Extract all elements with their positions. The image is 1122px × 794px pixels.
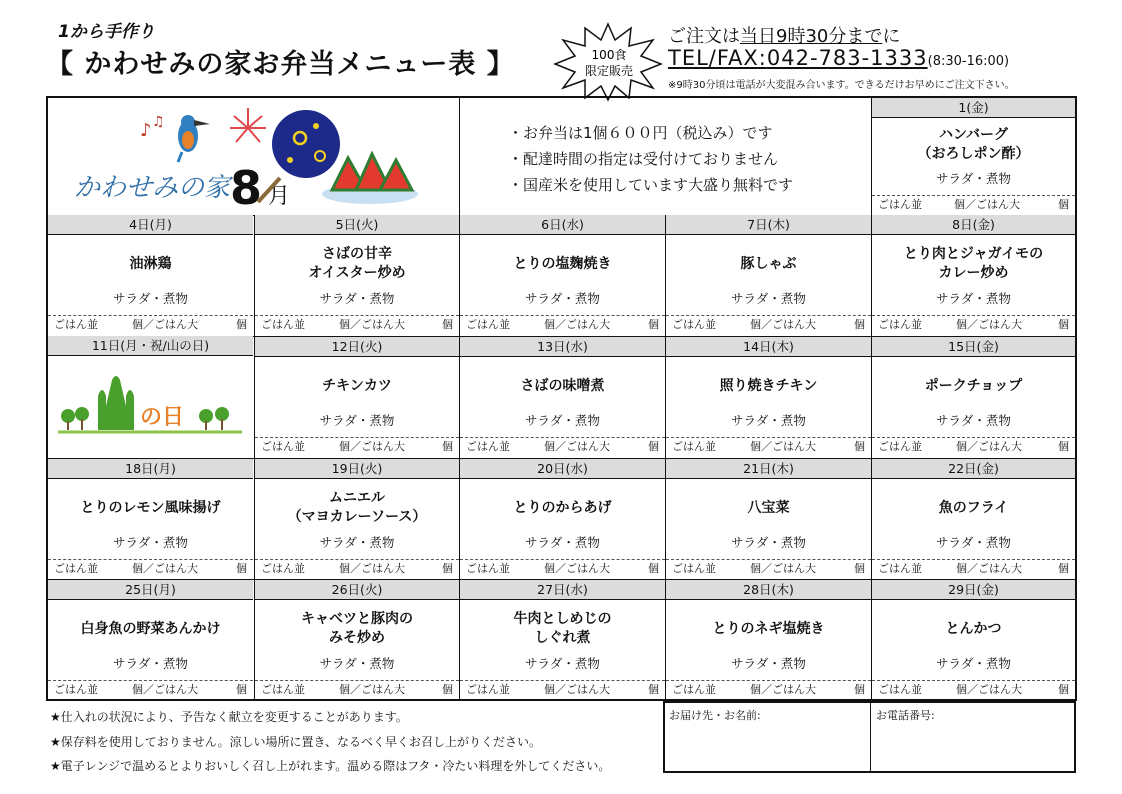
menu-cell [48, 459, 253, 580]
info-item: ・ 配達時間の指定は受付けておりません [508, 146, 793, 172]
menu-cell [872, 337, 1075, 458]
dish-line: ムニエル [329, 490, 385, 506]
info-list [508, 120, 793, 198]
date-header: 19日(火) [255, 459, 459, 479]
tel-number: 042-783-1333 [766, 46, 928, 70]
date-header: 12日(火) [255, 337, 459, 357]
side-dish: サラダ・煮物 [525, 291, 600, 306]
order-deadline: ご注文は当日9時30分までに [668, 26, 901, 47]
music-note-icon-2: ♫ [152, 114, 165, 130]
side-dish: サラダ・煮物 [936, 413, 1011, 428]
dish-name: 豚しゃぶ [740, 256, 797, 272]
info-item: ・ お弁当は1個６００円（税込み）です [508, 120, 793, 146]
menu-cell [666, 215, 871, 336]
order-line: ごはん並 個／ごはん大 個 [255, 437, 459, 456]
side-dish: サラダ・煮物 [319, 413, 395, 428]
dish-line: （おろしポン酢） [917, 146, 1030, 162]
dish-line: ハンバーグ [938, 127, 1009, 143]
order-line: ごはん並 個／ごはん大 個 [666, 559, 871, 578]
menu-cell [460, 337, 665, 458]
side-dish: サラダ・煮物 [319, 535, 395, 550]
order-line: ごはん並 個／ごはん大 個 [666, 437, 871, 456]
side-dish: サラダ・煮物 [113, 535, 188, 550]
dish-line: さばの甘辛 [322, 246, 392, 262]
side-dish: サラダ・煮物 [731, 413, 806, 428]
dish-name: ポークチョップ [924, 378, 1023, 394]
date-header: 4日(月) [48, 215, 253, 235]
order-line: ごはん並 個／ごはん大 個 [872, 559, 1075, 578]
tree-icon [61, 409, 75, 430]
footer-note: ★電子レンジで温めるとよりおいしく召し上がれます。温める際はフタ・冷たい料理を外してください。 [50, 759, 611, 773]
date-header: 25日(月) [48, 580, 253, 600]
date-header: 5日(火) [255, 215, 459, 235]
date-header: 22日(金) [872, 459, 1075, 479]
burst-line2: 限定販売 [584, 64, 634, 78]
kingfisher-icon [178, 115, 210, 162]
menu-cell [666, 459, 871, 580]
menu-cell [48, 215, 253, 336]
date-header: 26日(火) [255, 580, 459, 600]
menu-cell [872, 459, 1075, 580]
date-header: 15日(金) [872, 337, 1075, 357]
side-dish: サラダ・煮物 [731, 535, 806, 550]
dish-line: カレー炒め [938, 265, 1009, 281]
dish-line: オイスター炒め [308, 265, 406, 281]
dish-line: （マヨカレーソース） [287, 509, 427, 525]
side-dish: サラダ・煮物 [319, 656, 395, 671]
dish-name: 照り焼きチキン [719, 378, 818, 394]
menu-cell-1 [872, 98, 1075, 215]
mountain-kanji-icon [98, 376, 134, 430]
limited-sale-burst [553, 22, 663, 102]
side-dish: サラダ・煮物 [525, 535, 600, 550]
footer-note: ★仕入れの状況により、予告なく献立を変更することがあります。 [50, 710, 408, 724]
date-header: 20日(水) [460, 459, 665, 479]
order-line: ごはん並 個／ごはん大 個 [460, 680, 665, 699]
side-dish: サラダ・煮物 [731, 291, 806, 306]
side-dish: サラダ・煮物 [113, 656, 188, 671]
dish-line: みそ炒め [329, 630, 385, 646]
page-title: 【 かわせみの家お弁当メニュー表 】 [46, 49, 515, 80]
dish-name: とりのからあげ [513, 500, 612, 516]
order-line: ごはん並 個／ごはん大 個 [666, 680, 871, 699]
menu-cell [255, 215, 459, 336]
side-dish: サラダ・煮物 [525, 413, 600, 428]
side-dish: サラダ・煮物 [319, 291, 395, 306]
watermelon-icon [322, 154, 418, 204]
holiday-cell [48, 336, 253, 457]
phone-number-field[interactable]: お電話番号: [876, 709, 935, 722]
footer-note: ★保存料を使用しておりません。涼しい場所に置き、なるべく早くお召し上がりください。 [50, 735, 542, 749]
menu-grid [46, 96, 1077, 701]
dish-name: 油淋鶏 [129, 256, 172, 272]
date-header: 27日(水) [460, 580, 665, 600]
date-header: 6日(水) [460, 215, 665, 235]
mountain-day-illustration [56, 366, 246, 446]
side-dish: サラダ・煮物 [936, 171, 1011, 186]
order-line: ごはん並 個／ごはん大 個 [666, 315, 871, 334]
tel-hours: (8:30-16:00) [927, 54, 1010, 69]
dish-name: 魚のフライ [938, 500, 1009, 516]
customer-info-box [663, 701, 1076, 773]
dish-name: とりの塩麹焼き [513, 256, 612, 272]
menu-cell [255, 580, 459, 701]
dish-name: とりのレモン風味揚げ [80, 500, 221, 516]
side-dish: サラダ・煮物 [936, 291, 1011, 306]
tel-fax: TEL/FAX:042-783-1333(8:30-16:00) [668, 46, 1010, 70]
subtitle: 1から手作り [58, 22, 155, 42]
dish-name: とんかつ [945, 621, 1002, 637]
tree-icon [75, 407, 89, 430]
side-dish: サラダ・煮物 [525, 656, 600, 671]
date-header: 14日(木) [666, 337, 871, 357]
side-dish: サラダ・煮物 [731, 656, 806, 671]
mountain-day-text: の日 [140, 405, 185, 430]
fan-icon [258, 110, 340, 202]
date-header: 29日(金) [872, 580, 1075, 600]
order-line: ごはん並 個／ごはん大 個 [48, 315, 253, 334]
order-time: 当日9時30分まで [740, 26, 883, 47]
dish-line: キャベツと豚肉の [301, 611, 413, 627]
date-header: 28日(木) [666, 580, 871, 600]
order-line: ごはん並 個／ごはん大 個 [255, 680, 459, 699]
order-line: ごはん並 個／ごはん大 個 [48, 680, 253, 699]
menu-cell [666, 580, 871, 701]
logo-area [70, 106, 450, 211]
order-line: ごはん並 個／ごはん大 個 [872, 437, 1075, 456]
dish-line: 牛肉としめじの [513, 611, 612, 627]
side-dish: サラダ・煮物 [936, 535, 1011, 550]
dish-name: さばの味噌煮 [520, 378, 605, 394]
order-line: ごはん並 個／ごはん大 個 [460, 437, 665, 456]
menu-cell [666, 337, 871, 458]
music-note-icon: ♪ [140, 120, 152, 141]
dish-name: 白身魚の野菜あんかけ [80, 621, 221, 637]
side-dish: サラダ・煮物 [113, 291, 188, 306]
tree-icon [199, 409, 213, 430]
menu-cell [48, 580, 253, 701]
firework-icon [230, 108, 266, 142]
dish-line: とり肉とジャガイモの [903, 246, 1044, 262]
menu-cell [460, 459, 665, 580]
order-line: ごはん並 個／ごはん大 個 [872, 680, 1075, 699]
order-line: ごはん並 個／ごはん大 個 [460, 315, 665, 334]
menu-cell [460, 215, 665, 336]
order-line: ごはん並 個／ごはん大 個 [872, 195, 1075, 214]
info-item: ・ 国産米を使用しています大盛り無料です [508, 172, 793, 198]
burst-line1: 100食 [591, 48, 627, 62]
month-number: 8 [230, 161, 263, 211]
tree-icon [215, 407, 229, 430]
dish-name: 八宝菜 [747, 500, 790, 516]
date-header: 18日(月) [48, 459, 253, 479]
dish-name: とりのネギ塩焼き [712, 621, 825, 637]
order-line: ごはん並 個／ごはん大 個 [460, 559, 665, 578]
menu-cell [872, 215, 1075, 336]
date-header: 13日(水) [460, 337, 665, 357]
phone-note: ※9時30分頃は電話が大変混み合います。できるだけお早めにご注文下さい。 [668, 80, 1015, 91]
order-line: ごはん並 個／ごはん大 個 [255, 559, 459, 578]
menu-cell [872, 580, 1075, 701]
date-header: 21日(木) [666, 459, 871, 479]
date-header: 7日(木) [666, 215, 871, 235]
order-line: ごはん並 個／ごはん大 個 [872, 315, 1075, 334]
side-dish: サラダ・煮物 [936, 656, 1011, 671]
date-header: 8日(金) [872, 215, 1075, 235]
date-header: 11日(月・祝/山の日) [48, 336, 253, 356]
menu-cell [255, 459, 459, 580]
dish-line: しぐれ煮 [534, 630, 591, 646]
menu-cell [255, 337, 459, 458]
logo-text: かわせみの家 [74, 173, 231, 203]
menu-cell [460, 580, 665, 701]
date-header: 1(金) [872, 98, 1075, 118]
order-line: ごはん並 個／ごはん大 個 [255, 315, 459, 334]
month-char: 月 [268, 184, 291, 209]
dish-name: チキンカツ [322, 378, 392, 394]
order-line: ごはん並 個／ごはん大 個 [48, 559, 253, 578]
delivery-name-field[interactable]: お届け先・お名前: [669, 709, 761, 722]
